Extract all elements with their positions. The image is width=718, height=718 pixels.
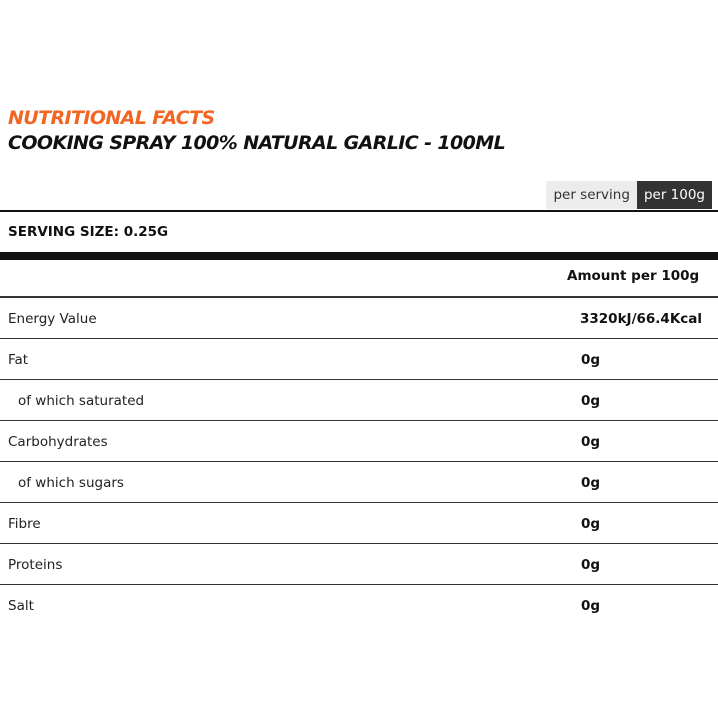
nutrient-label: of which saturated xyxy=(18,393,145,409)
heading-block xyxy=(8,106,505,156)
per-100g-toggle[interactable]: per 100g xyxy=(637,181,712,209)
divider xyxy=(0,210,718,212)
nutrient-value: 0g xyxy=(581,475,601,491)
nutrient-label: Energy Value xyxy=(8,311,97,327)
nutrient-label: of which sugars xyxy=(18,475,124,491)
nutrient-value: 3320kJ/66.4Kcal xyxy=(580,311,703,327)
nutrient-label: Fibre xyxy=(8,516,41,532)
product-name: COOKING SPRAY 100% NATURAL GARLIC - 100ML xyxy=(8,132,506,154)
table-row xyxy=(0,585,718,625)
serving-size: SERVING SIZE: 0.25G xyxy=(8,224,169,240)
nutrition-table xyxy=(0,298,718,625)
nutrient-label: Carbohydrates xyxy=(8,434,108,450)
table-row xyxy=(0,298,718,339)
nutrient-value: 0g xyxy=(581,598,601,614)
nutrient-label: Proteins xyxy=(8,557,63,573)
amount-column-header: Amount per 100g xyxy=(567,268,700,284)
table-row xyxy=(0,544,718,585)
table-row xyxy=(0,503,718,544)
table-row xyxy=(0,380,718,421)
nutrient-value: 0g xyxy=(581,434,601,450)
nutrient-value: 0g xyxy=(581,352,601,368)
nutrient-value: 0g xyxy=(581,393,601,409)
per-serving-toggle[interactable]: per serving xyxy=(546,181,636,209)
nutrient-label: Salt xyxy=(8,598,34,614)
page-title: NUTRITIONAL FACTS xyxy=(8,107,215,129)
table-row xyxy=(0,462,718,503)
serving-toggle xyxy=(546,181,712,209)
table-row xyxy=(0,339,718,380)
table-row xyxy=(0,421,718,462)
nutrient-value: 0g xyxy=(581,557,601,573)
nutrient-label: Fat xyxy=(8,352,29,368)
thick-divider xyxy=(0,252,718,260)
nutrient-value: 0g xyxy=(581,516,601,532)
